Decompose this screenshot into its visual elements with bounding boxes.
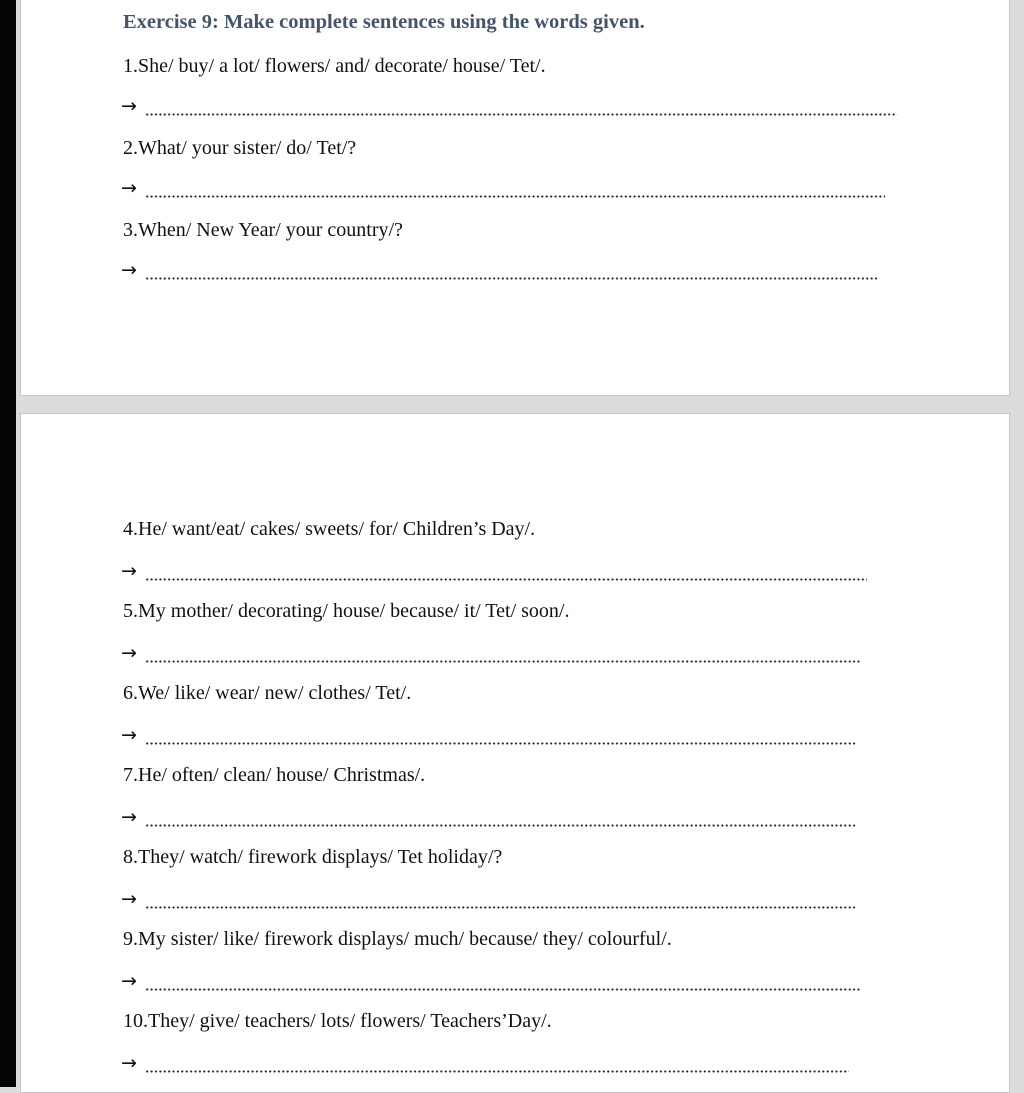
answer-dots bbox=[145, 969, 861, 991]
question-2: 2.What/ your sister/ do/ Tet/? bbox=[123, 137, 357, 159]
answer-dots bbox=[145, 887, 855, 909]
answer-dots bbox=[145, 805, 857, 827]
arrow-icon: → bbox=[121, 970, 137, 992]
exercise-title: Exercise 9: Make complete sentences using the words given. bbox=[123, 11, 645, 33]
arrow-icon: → bbox=[121, 642, 137, 664]
answer-line-1 bbox=[121, 93, 897, 117]
arrow-icon: → bbox=[121, 259, 137, 281]
question-6: 6.We/ like/ wear/ new/ clothes/ Tet/. bbox=[123, 682, 412, 704]
answer-line-10 bbox=[121, 1050, 849, 1074]
answer-line-9 bbox=[121, 968, 861, 992]
question-7: 7.He/ often/ clean/ house/ Christmas/. bbox=[123, 764, 426, 786]
answer-line-2 bbox=[121, 175, 885, 199]
answer-line-3 bbox=[121, 257, 877, 281]
arrow-icon: → bbox=[121, 95, 137, 117]
question-3: 3.When/ New Year/ your country/? bbox=[123, 219, 403, 241]
question-8: 8.They/ watch/ firework displays/ Tet holiday/? bbox=[123, 846, 503, 868]
answer-dots bbox=[145, 1051, 849, 1073]
arrow-icon: → bbox=[121, 1052, 137, 1074]
arrow-icon: → bbox=[121, 177, 137, 199]
answer-dots bbox=[145, 723, 857, 745]
answer-line-5 bbox=[121, 640, 861, 664]
question-9: 9.My sister/ like/ firework displays/ much/ because/ they/ colourful/. bbox=[123, 928, 672, 950]
arrow-icon: → bbox=[121, 888, 137, 910]
arrow-icon: → bbox=[121, 806, 137, 828]
answer-line-7 bbox=[121, 804, 857, 828]
question-10: 10.They/ give/ teachers/ lots/ flowers/ Teachers’Day/. bbox=[123, 1010, 552, 1032]
answer-line-4 bbox=[121, 558, 867, 582]
answer-dots bbox=[145, 176, 885, 198]
question-5: 5.My mother/ decorating/ house/ because/ it/ Tet/ soon/. bbox=[123, 600, 570, 622]
answer-dots bbox=[145, 559, 867, 581]
answer-line-6 bbox=[121, 722, 857, 746]
document-page-1 bbox=[20, 0, 1010, 396]
document-page-2 bbox=[20, 413, 1010, 1093]
arrow-icon: → bbox=[121, 724, 137, 746]
question-4: 4.He/ want/eat/ cakes/ sweets/ for/ Children’s Day/. bbox=[123, 518, 536, 540]
question-1: 1.She/ buy/ a lot/ flowers/ and/ decorate/ house/ Tet/. bbox=[123, 55, 546, 77]
answer-line-8 bbox=[121, 886, 855, 910]
answer-dots bbox=[145, 258, 877, 280]
answer-dots bbox=[145, 94, 897, 116]
answer-dots bbox=[145, 641, 861, 663]
arrow-icon: → bbox=[121, 560, 137, 582]
window-left-edge bbox=[0, 0, 16, 1087]
